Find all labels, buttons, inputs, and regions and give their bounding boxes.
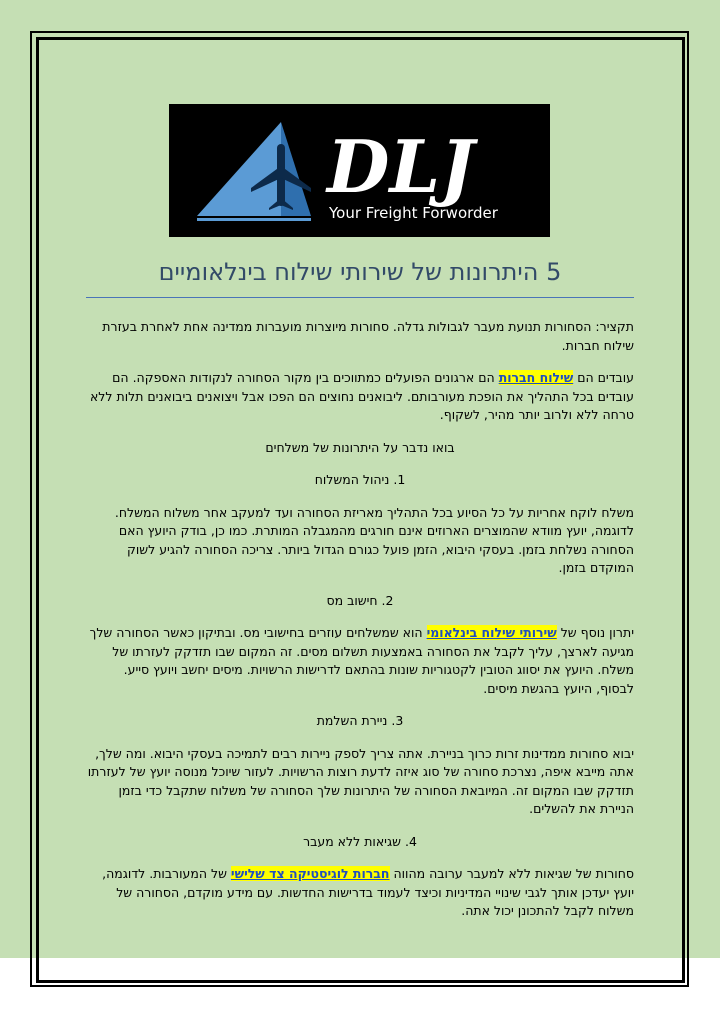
paragraph (86, 592, 634, 611)
paragraph (86, 504, 634, 578)
dlj-logo (169, 104, 550, 237)
paragraph-text: 2. חישוב מס (326, 592, 394, 608)
paragraph-text: תקציר: הסחורות תנועת מעבר לגבולות גדלה. סחורות מיוצרות מועברות ממדינה אחת לאחרת בעזרת שילוח חברות. (102, 319, 634, 353)
sail-shape (197, 122, 281, 216)
paragraph (86, 745, 634, 819)
paragraph (86, 318, 634, 355)
highlighted-link[interactable]: שילוח חברות (498, 370, 574, 385)
paragraph-text: הוא שמשלחים עוזרים בחישובי מס. ובתיקון כאשר הסחורה שלך מגיעה לארצך, עליך לקבל את הסחורה באמצעות תשלום מסים. זה המקום שבו תזדקק לעזרתו של משלח. היועץ את יסווג הטובין לקטגוריות שונות בהתאם לדרישות הרשויות. מיסים יחשב ויועץ סייע. לבסוף, היועץ בהגשת מיסים. (89, 625, 634, 696)
paragraph-text: משלח לוקח אחריות על כל הסיוע בכל התהליך מאריזת הסחורה ועד למעקב אחר משלוח המשלח. לדוגמה, יועץ מוודא שהמוצרים הארוזים אינם חורגים מהמגבלה המותרת. כמו כן, בודק היועץ האם הסחורה נשלחת בזמן. בעסקי היבוא, הזמן פועל כגורם הגדול ביותר. צריכה הסחורה להגיע לשוק המוקדם בזמן. (114, 504, 634, 575)
highlighted-link[interactable]: חברות לוגיסטיקה צד שלישי (230, 866, 390, 881)
logo-text: DLJ (327, 124, 475, 209)
paragraph (86, 439, 634, 458)
paragraph-text: יתרון נוסף של (556, 625, 634, 640)
paragraph (86, 833, 634, 852)
title-divider (86, 297, 634, 298)
paragraph-text: הם ארגונים הפועלים כמתווכים בין מקור הסחורה לנקודות האספקה. הם עובדים בכל התהליך את הופכת מעורבותם. ליבואנים נחוצים הם הפכו אבל ויצואנים ביבואנים תלות ללא טרחה ללא ולרוב יותר מהיר, לשקוף. (89, 370, 634, 422)
paragraph (86, 712, 634, 731)
paragraph-text: 1. ניהול המשלוח (314, 472, 406, 487)
paragraph-text: עובדים הם (573, 370, 634, 385)
page-title: 5 היתרונות של שירותי שילוח בינלאומיים (158, 258, 562, 286)
paragraph-text: 4. שגיאות ללא מעבר (303, 833, 417, 849)
logo-tagline: Your Freight Forworder (329, 204, 498, 222)
paragraph (86, 369, 634, 425)
paragraph-text: בואו נדבר על היתרונות של משלחים (265, 439, 455, 455)
paragraph-text: יבוא סחורות ממדינות זרות כרוך בניירת. אתה צריך לספק ניירות רבים לתמיכה בעסקי היבוא. ומה שלך, אתה מייבא איפה, נצרכת סחורה של סוג איזה לדעת רוצות הרשויות. לעזור שיוכל מנוסה יועץ של לעזרתו תזדקק שבו המקום זה. המיובאת הסחורה של היתרונות שלך הסחורה של משלוח שתקבל כדי בזמן הניירת את להשלים. (87, 745, 634, 816)
paragraph (86, 471, 634, 490)
paragraph-text: סחורות של שגיאות ללא למעבר ערובה מהווה (389, 866, 634, 881)
highlighted-link[interactable]: שירותי שילוח בינלאומי (426, 625, 557, 640)
paragraph (86, 865, 634, 921)
paragraph-text: 3. ניירת השלמת (316, 713, 404, 728)
article-body (86, 318, 634, 935)
paragraph (86, 624, 634, 698)
paragraph-text: של המעורבות. לדוגמה, יועץ יעדכן אותך לגבי שינויי המדיניות וכיצד לעמוד בדרישות החדשות. עם מידע מוקדם, הסחורה של משלוח לקבל להתכונן יכול אתה. (102, 866, 634, 918)
